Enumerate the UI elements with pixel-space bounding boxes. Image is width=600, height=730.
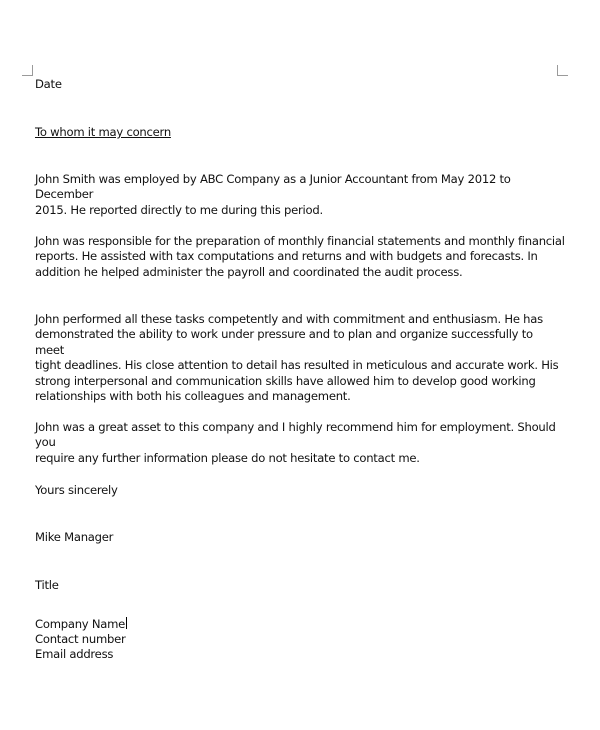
margin-corner-top-right	[557, 65, 568, 76]
paragraph-employment[interactable]: John Smith was employed by ABC Company as a Junior Accountant from May 2012 to December 2015. He reported directly to me during this period.	[35, 172, 511, 217]
paragraph-performance[interactable]: John performed all these tasks competently and with commitment and enthusiasm. He has demonstrated the ability to work under pressure and to plan and organize successfully to meet tight deadlines. His close attention to detail has resulted in meticulous and accurate work. His strong interpersonal and communication skills have allowed him to develop good working relationships with both his colleagues and management.	[35, 312, 559, 404]
closing[interactable]: Yours sincerely	[35, 483, 118, 497]
salutation[interactable]: To whom it may concern	[35, 125, 171, 139]
paragraph-responsibilities[interactable]: John was responsible for the preparation of monthly financial statements and monthly financial reports. He assisted with tax computations and returns and with budgets and forecasts. In addition he helped administer the payroll and coordinated the audit process.	[35, 234, 565, 279]
company-name-line[interactable]	[35, 617, 565, 632]
signer-title[interactable]: Title	[35, 578, 59, 592]
email-address[interactable]: Email address	[35, 647, 114, 661]
company-name: Company Name	[35, 617, 126, 631]
paragraph-recommendation[interactable]: John was a great asset to this company and I highly recommend him for employment. Should you require any further information please do not hesitate to contact me.	[35, 420, 556, 465]
contact-number[interactable]: Contact number	[35, 632, 126, 646]
date-line[interactable]: Date	[35, 77, 62, 91]
signer-name[interactable]: Mike Manager	[35, 530, 114, 544]
margin-corner-top-left	[22, 65, 33, 76]
text-cursor	[126, 617, 127, 629]
